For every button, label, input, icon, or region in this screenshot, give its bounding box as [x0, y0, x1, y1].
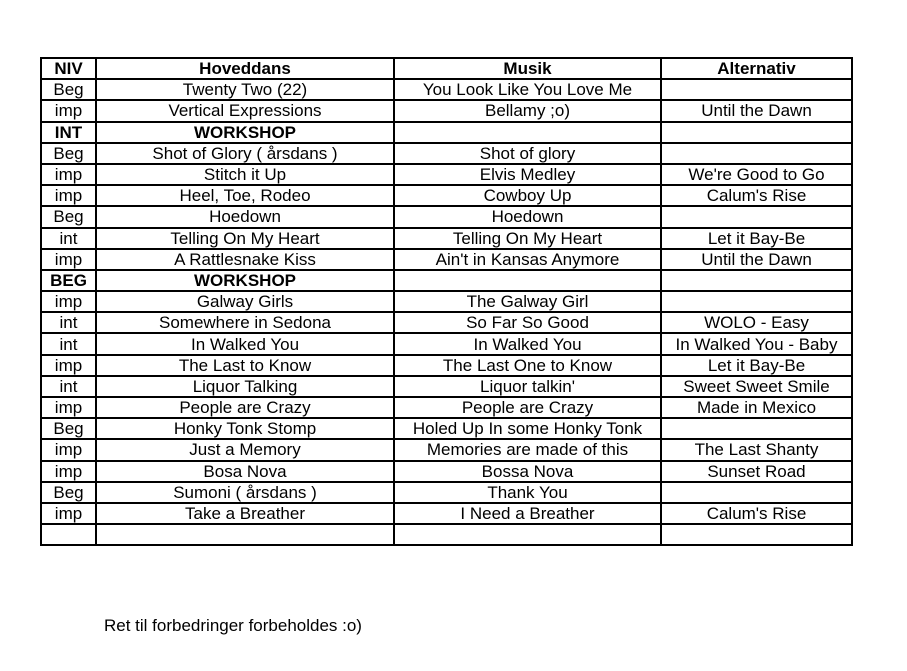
- cell-alternativ: [661, 206, 852, 227]
- cell-alternativ: [661, 418, 852, 439]
- cell-hoveddans: Twenty Two (22): [96, 79, 394, 100]
- cell-alternativ: [661, 291, 852, 312]
- cell-musik: In Walked You: [394, 333, 661, 354]
- cell-niv: imp: [41, 100, 96, 121]
- cell-hoveddans: Shot of Glory ( årsdans ): [96, 143, 394, 164]
- cell-alternativ: [661, 524, 852, 545]
- cell-alternativ: Let it Bay-Be: [661, 355, 852, 376]
- cell-alternativ: Until the Dawn: [661, 100, 852, 121]
- cell-musik: Holed Up In some Honky Tonk: [394, 418, 661, 439]
- cell-hoveddans: Stitch it Up: [96, 164, 394, 185]
- dance-schedule-table: [40, 57, 853, 546]
- cell-alternativ: The Last Shanty: [661, 439, 852, 460]
- cell-niv: imp: [41, 503, 96, 524]
- cell-musik: [394, 122, 661, 143]
- table-row: [41, 355, 852, 376]
- table-row: [41, 185, 852, 206]
- cell-hoveddans: Telling On My Heart: [96, 228, 394, 249]
- table-row: [41, 291, 852, 312]
- cell-niv: INT: [41, 122, 96, 143]
- table-row: [41, 503, 852, 524]
- cell-musik: Cowboy Up: [394, 185, 661, 206]
- cell-niv: int: [41, 333, 96, 354]
- cell-alternativ: WOLO - Easy: [661, 312, 852, 333]
- table-row: [41, 206, 852, 227]
- cell-hoveddans: Vertical Expressions: [96, 100, 394, 121]
- cell-musik: I Need a Breather: [394, 503, 661, 524]
- header-hoveddans: Hoveddans: [96, 58, 394, 79]
- cell-musik: Bellamy ;o): [394, 100, 661, 121]
- cell-hoveddans: A Rattlesnake Kiss: [96, 249, 394, 270]
- cell-alternativ: Made in Mexico: [661, 397, 852, 418]
- cell-alternativ: [661, 79, 852, 100]
- cell-alternativ: [661, 122, 852, 143]
- cell-niv: imp: [41, 355, 96, 376]
- cell-hoveddans: Heel, Toe, Rodeo: [96, 185, 394, 206]
- table-row: [41, 439, 852, 460]
- table-row: [41, 376, 852, 397]
- table-row: [41, 397, 852, 418]
- cell-alternativ: Let it Bay-Be: [661, 228, 852, 249]
- cell-musik: The Galway Girl: [394, 291, 661, 312]
- cell-musik: [394, 270, 661, 291]
- table-row: [41, 249, 852, 270]
- cell-hoveddans: Somewhere in Sedona: [96, 312, 394, 333]
- cell-niv: [41, 524, 96, 545]
- cell-niv: Beg: [41, 79, 96, 100]
- cell-hoveddans: Honky Tonk Stomp: [96, 418, 394, 439]
- cell-alternativ: In Walked You - Baby: [661, 333, 852, 354]
- cell-hoveddans: Sumoni ( årsdans ): [96, 482, 394, 503]
- cell-musik: Elvis Medley: [394, 164, 661, 185]
- cell-hoveddans: Liquor Talking: [96, 376, 394, 397]
- table-row: [41, 100, 852, 121]
- cell-alternativ: Sunset Road: [661, 461, 852, 482]
- header-alternativ: Alternativ: [661, 58, 852, 79]
- cell-niv: imp: [41, 249, 96, 270]
- table-row: [41, 228, 852, 249]
- cell-alternativ: [661, 270, 852, 291]
- cell-musik: [394, 524, 661, 545]
- table-row: [41, 312, 852, 333]
- header-musik: Musik: [394, 58, 661, 79]
- table-header-row: [41, 58, 852, 79]
- table-row: [41, 270, 852, 291]
- cell-musik: So Far So Good: [394, 312, 661, 333]
- cell-niv: imp: [41, 164, 96, 185]
- cell-musik: Liquor talkin': [394, 376, 661, 397]
- cell-musik: Memories are made of this: [394, 439, 661, 460]
- cell-musik: Hoedown: [394, 206, 661, 227]
- cell-niv: Beg: [41, 482, 96, 503]
- table-row: [41, 461, 852, 482]
- cell-niv: imp: [41, 439, 96, 460]
- cell-niv: int: [41, 312, 96, 333]
- table-row: [41, 333, 852, 354]
- cell-alternativ: We're Good to Go: [661, 164, 852, 185]
- cell-hoveddans: [96, 524, 394, 545]
- cell-musik: The Last One to Know: [394, 355, 661, 376]
- cell-hoveddans: Hoedown: [96, 206, 394, 227]
- cell-hoveddans: WORKSHOP: [96, 270, 394, 291]
- cell-niv: imp: [41, 185, 96, 206]
- cell-alternativ: Until the Dawn: [661, 249, 852, 270]
- cell-hoveddans: In Walked You: [96, 333, 394, 354]
- cell-niv: imp: [41, 461, 96, 482]
- cell-niv: Beg: [41, 206, 96, 227]
- cell-musik: People are Crazy: [394, 397, 661, 418]
- cell-musik: Shot of glory: [394, 143, 661, 164]
- cell-musik: Ain't in Kansas Anymore: [394, 249, 661, 270]
- footer-note: Ret til forbedringer forbeholdes :o): [104, 616, 362, 635]
- table-row: [41, 482, 852, 503]
- table-row: [41, 524, 852, 545]
- cell-alternativ: Calum's Rise: [661, 503, 852, 524]
- cell-niv: int: [41, 376, 96, 397]
- cell-musik: Bossa Nova: [394, 461, 661, 482]
- table-row: [41, 418, 852, 439]
- cell-hoveddans: Just a Memory: [96, 439, 394, 460]
- cell-hoveddans: Take a Breather: [96, 503, 394, 524]
- cell-musik: Telling On My Heart: [394, 228, 661, 249]
- table-row: [41, 143, 852, 164]
- cell-alternativ: [661, 143, 852, 164]
- cell-hoveddans: Galway Girls: [96, 291, 394, 312]
- cell-niv: imp: [41, 291, 96, 312]
- header-niv: NIV: [41, 58, 96, 79]
- cell-alternativ: Sweet Sweet Smile: [661, 376, 852, 397]
- table-row: [41, 122, 852, 143]
- cell-alternativ: Calum's Rise: [661, 185, 852, 206]
- cell-hoveddans: WORKSHOP: [96, 122, 394, 143]
- cell-musik: Thank You: [394, 482, 661, 503]
- cell-alternativ: [661, 482, 852, 503]
- table-body: [41, 79, 852, 545]
- cell-niv: Beg: [41, 143, 96, 164]
- cell-hoveddans: Bosa Nova: [96, 461, 394, 482]
- cell-niv: int: [41, 228, 96, 249]
- table-row: [41, 164, 852, 185]
- cell-niv: imp: [41, 397, 96, 418]
- cell-musik: You Look Like You Love Me: [394, 79, 661, 100]
- cell-hoveddans: People are Crazy: [96, 397, 394, 418]
- cell-niv: BEG: [41, 270, 96, 291]
- cell-niv: Beg: [41, 418, 96, 439]
- cell-hoveddans: The Last to Know: [96, 355, 394, 376]
- table-row: [41, 79, 852, 100]
